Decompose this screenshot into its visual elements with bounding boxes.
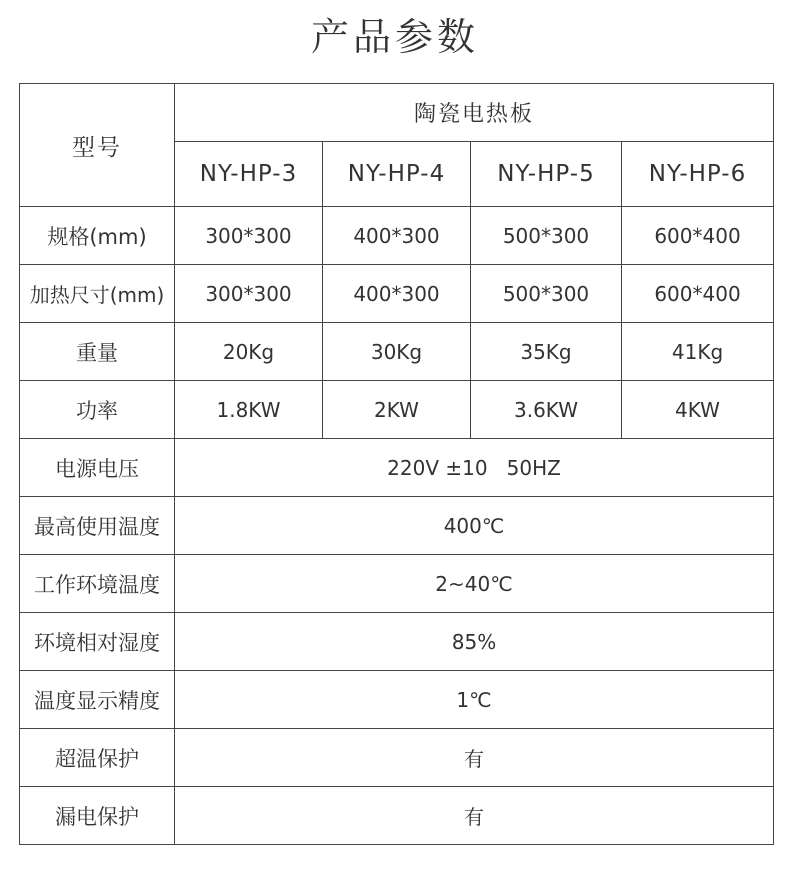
value-cell: 30Kg <box>323 323 471 381</box>
row-label: 电源电压 <box>20 439 175 497</box>
value-cell: 300*300 <box>175 207 323 265</box>
table-row <box>20 381 774 439</box>
value-cell: 41Kg <box>622 323 774 381</box>
table-row <box>20 671 774 729</box>
table-row <box>20 729 774 787</box>
model-cell: NY-HP-4 <box>323 142 471 207</box>
row-label: 漏电保护 <box>20 787 175 845</box>
row-label: 工作环境温度 <box>20 555 175 613</box>
table-row <box>20 265 774 323</box>
model-cell: NY-HP-3 <box>175 142 323 207</box>
value-cell: 300*300 <box>175 265 323 323</box>
row-label: 温度显示精度 <box>20 671 175 729</box>
table-row <box>20 555 774 613</box>
table-row <box>20 207 774 265</box>
value-cell: 3.6KW <box>471 381 622 439</box>
row-label: 超温保护 <box>20 729 175 787</box>
value-cell: 400*300 <box>323 207 471 265</box>
value-cell: 35Kg <box>471 323 622 381</box>
table-row <box>20 323 774 381</box>
value-cell: 20Kg <box>175 323 323 381</box>
value-cell: 500*300 <box>471 207 622 265</box>
model-cell: NY-HP-6 <box>622 142 774 207</box>
table-row <box>20 439 774 497</box>
value-cell: 600*400 <box>622 265 774 323</box>
table-row <box>20 613 774 671</box>
row-label: 重量 <box>20 323 175 381</box>
value-cell: 500*300 <box>471 265 622 323</box>
row-label: 最高使用温度 <box>20 497 175 555</box>
value-cell: 400*300 <box>323 265 471 323</box>
value-cell: 1.8KW <box>175 381 323 439</box>
row-label: 规格(mm) <box>20 207 175 265</box>
value-cell: 2KW <box>323 381 471 439</box>
table-row <box>20 787 774 845</box>
page-title: 产品参数 <box>310 15 479 59</box>
value-cell: 85% <box>175 613 774 671</box>
model-cell: NY-HP-5 <box>471 142 622 207</box>
value-cell: 有 <box>175 729 774 787</box>
value-cell: 2~40℃ <box>175 555 774 613</box>
spec-table <box>19 83 774 845</box>
row-label: 环境相对湿度 <box>20 613 175 671</box>
value-cell: 有 <box>175 787 774 845</box>
value-cell: 600*400 <box>622 207 774 265</box>
table-row <box>20 497 774 555</box>
type-label: 型号 <box>20 84 175 207</box>
header-row-product <box>20 84 774 142</box>
value-cell: 220V ±10 50HZ <box>175 439 774 497</box>
value-cell: 400℃ <box>175 497 774 555</box>
value-cell: 1℃ <box>175 671 774 729</box>
row-label: 加热尺寸(mm) <box>20 265 175 323</box>
row-label: 功率 <box>20 381 175 439</box>
value-cell: 4KW <box>622 381 774 439</box>
product-name: 陶瓷电热板 <box>175 84 774 142</box>
